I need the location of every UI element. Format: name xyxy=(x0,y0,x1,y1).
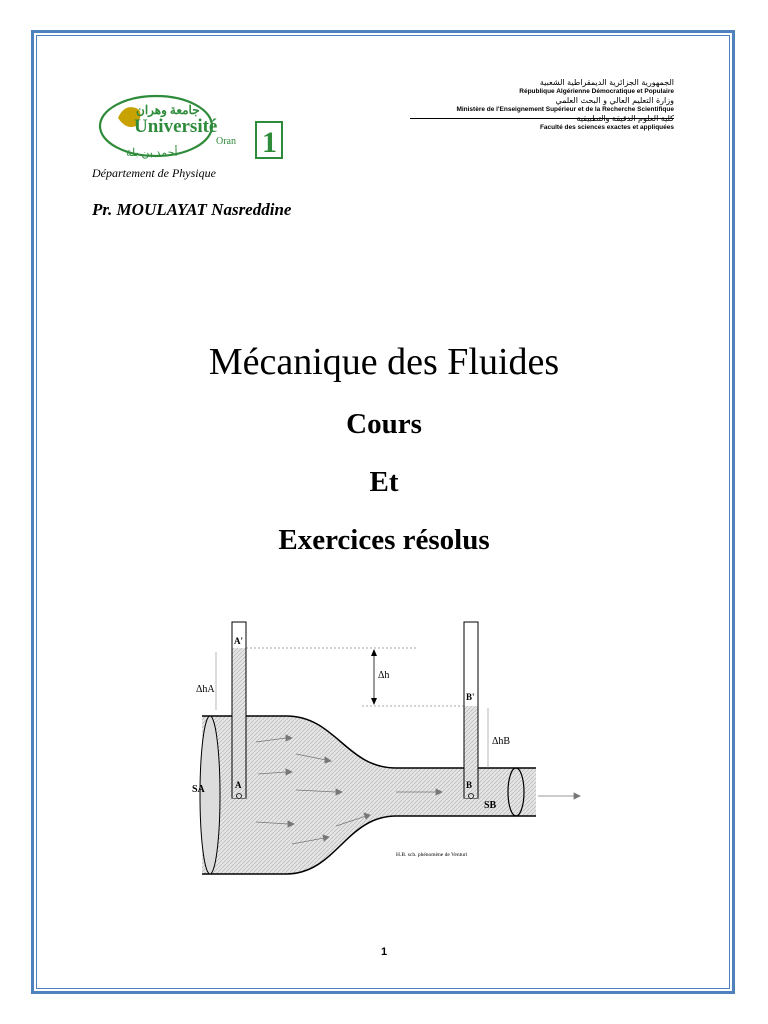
logo-oran-text: Oran xyxy=(216,136,236,147)
document-title: Mécanique des Fluides xyxy=(208,341,560,383)
logo-arabic-name: أحمد بن بلة xyxy=(126,147,178,159)
logo-universite-text: Université xyxy=(134,116,218,137)
figure-caption: H.B. sch. phénomène de Venturi xyxy=(396,852,468,858)
section-a-ellipse xyxy=(200,716,220,874)
header-line-ar-2: وزارة التعليم العالي و البحث العلمي xyxy=(555,96,674,105)
tube-a-fluid xyxy=(232,648,246,798)
header-line-ar-1: الجمهورية الجزائرية الديمقراطية الشعبية xyxy=(539,78,674,87)
header-line-fr-2: Ministère de l'Enseignement Supérieur et de la Recherche Scientifique xyxy=(456,106,674,113)
header-line-fr-1: République Algérienne Démocratique et Populaire xyxy=(519,88,674,95)
ministry-header xyxy=(420,78,674,132)
author-name: Pr. MOULAYAT Nasreddine xyxy=(92,200,292,219)
label-delta-h: Δh xyxy=(378,670,390,681)
page-number: 1 xyxy=(380,946,388,958)
subtitle-et: Et xyxy=(369,466,399,498)
logo-arabic-text: جامعة وهران xyxy=(136,103,200,117)
label-sb: SB xyxy=(484,800,497,811)
header-line-fr-3: Faculté des sciences exactes et appliquées xyxy=(539,124,674,131)
department-label: Département de Physique xyxy=(92,166,216,180)
label-a: A xyxy=(235,780,242,790)
label-delta-hb: ΔhB xyxy=(492,736,511,747)
label-delta-ha: ΔhA xyxy=(196,684,215,695)
label-a-prime: A' xyxy=(234,636,243,646)
header-line-ar-3: كلية العلوم الدقيقة والتطبيقية xyxy=(576,114,674,123)
venturi-diagram xyxy=(186,612,590,884)
header-divider xyxy=(410,118,674,119)
subtitle-cours: Cours xyxy=(346,408,422,440)
university-logo xyxy=(96,88,286,164)
label-sa: SA xyxy=(192,784,205,795)
subtitle-exercices: Exercices résolus xyxy=(278,524,490,556)
venturi-fluid xyxy=(202,716,536,874)
label-b: B xyxy=(466,780,473,790)
logo-number: 1 xyxy=(262,126,277,159)
label-b-prime: B' xyxy=(466,692,475,702)
